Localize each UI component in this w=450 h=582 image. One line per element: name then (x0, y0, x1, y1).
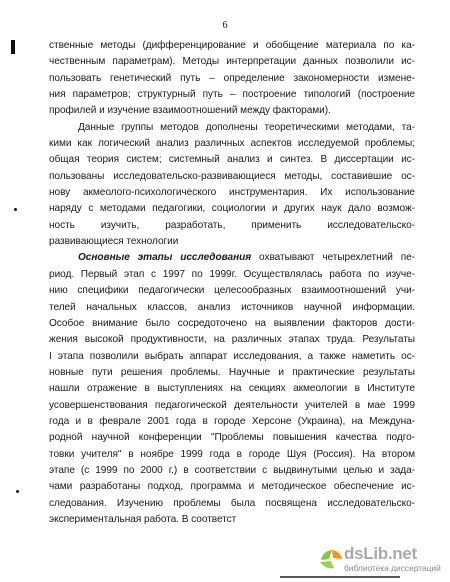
text-line: следования. Изучению проблемы была посвящена исследовательско- (49, 497, 415, 509)
text-line: профилей и изучение взаимоотношений между факторами). (49, 105, 331, 117)
text-line: нашли отражение в выступлениях на секциях акмеологии в Институте (49, 383, 415, 395)
scan-mark (16, 490, 19, 493)
page-number: 6 (222, 20, 228, 31)
text-line: общая теория систем; системный анализ и синтез. В диссертации ис- (49, 154, 415, 166)
text-line: нию специфики педагогически целесообразных взаимоотношений учи- (49, 285, 415, 297)
text-line: Особое внимание было сосредоточено на выявлении факторов дости- (49, 317, 415, 329)
text-fragment: охватывают четырехлетний пе- (251, 252, 415, 264)
watermark-tagline: библиотека диссертаций (344, 563, 441, 573)
text-line: телей начальных классов, анализ источников научной информации. (49, 301, 415, 313)
text-line: наряду с методами педагогики, социологии и других наук дало возмож- (49, 203, 415, 215)
dslib-logo-icon (318, 546, 346, 572)
text-line: товки учителя" в ноябре 1999 года в городе Шуя (Россия). На втором (49, 448, 415, 460)
text-line: ственные методы (дифференцирование и обобщение материала по ка- (49, 40, 415, 51)
text-line: пользовать генетический путь – определение закономерности измене- (49, 72, 415, 84)
section-heading: Основные этапы исследования (78, 252, 252, 264)
scan-mark (14, 208, 17, 211)
text-line: новные пути решения проблемы. Научные и практические результаты (49, 366, 415, 378)
paragraph (49, 250, 415, 528)
text-line: года и в феврале 2001 года в городе Херсоне (Украина), на Междуна- (49, 415, 415, 427)
text-line: чами разработаны подход, программа и методическое обеспечение ис- (49, 481, 415, 493)
text-line (49, 250, 415, 266)
paragraph (49, 120, 415, 251)
text-line: этапе (с 1999 по 2000 г.) в соответствии с выдвинутыми целью и зада- (49, 464, 415, 476)
text-line: жения высокой продуктивности, на различных этапах труда. Результаты (49, 334, 415, 346)
text-line: родной научной конференции "Проблемы повышения качества подго- (49, 432, 415, 444)
text-line: ния параметров; структурный путь – построение типологий (построение (49, 89, 415, 101)
watermark-name: dsLib.net (344, 544, 417, 563)
text-line: риод. Первый этап с 1997 по 1999г. Осуществлялась работа по изуче- (49, 268, 415, 280)
text-line: ность изучить, разработать, применить исследовательско- (49, 219, 415, 231)
text-line: нову акмеолого-психологического инструментария. Их использование (49, 187, 415, 199)
watermark (318, 544, 441, 574)
scan-mark (280, 576, 400, 578)
text-line: пользованы исследовательско-развивающиеся методы, составившие ос- (49, 170, 415, 182)
text-line: кими как логический анализ различных аспектов исследуемой проблемы; (49, 138, 415, 150)
text-line: экспериментальная работа. В соответст (49, 513, 237, 525)
paragraph (49, 38, 415, 120)
text-line: развивающиеся технологии (49, 236, 179, 248)
text-line: I этапа позволили выбрать аппарат исследования, а также наметить ос- (49, 350, 415, 362)
text-line: усовершенствования педагогической деятельности учителей в мае 1999 (49, 399, 415, 411)
document-body (49, 38, 415, 528)
scan-mark (11, 40, 15, 54)
text-line: Данные группы методов дополнены теоретическими методами, та- (78, 121, 415, 133)
text-line: чественным параметрам). Методы интерпретации данных позволили ис- (49, 56, 415, 68)
